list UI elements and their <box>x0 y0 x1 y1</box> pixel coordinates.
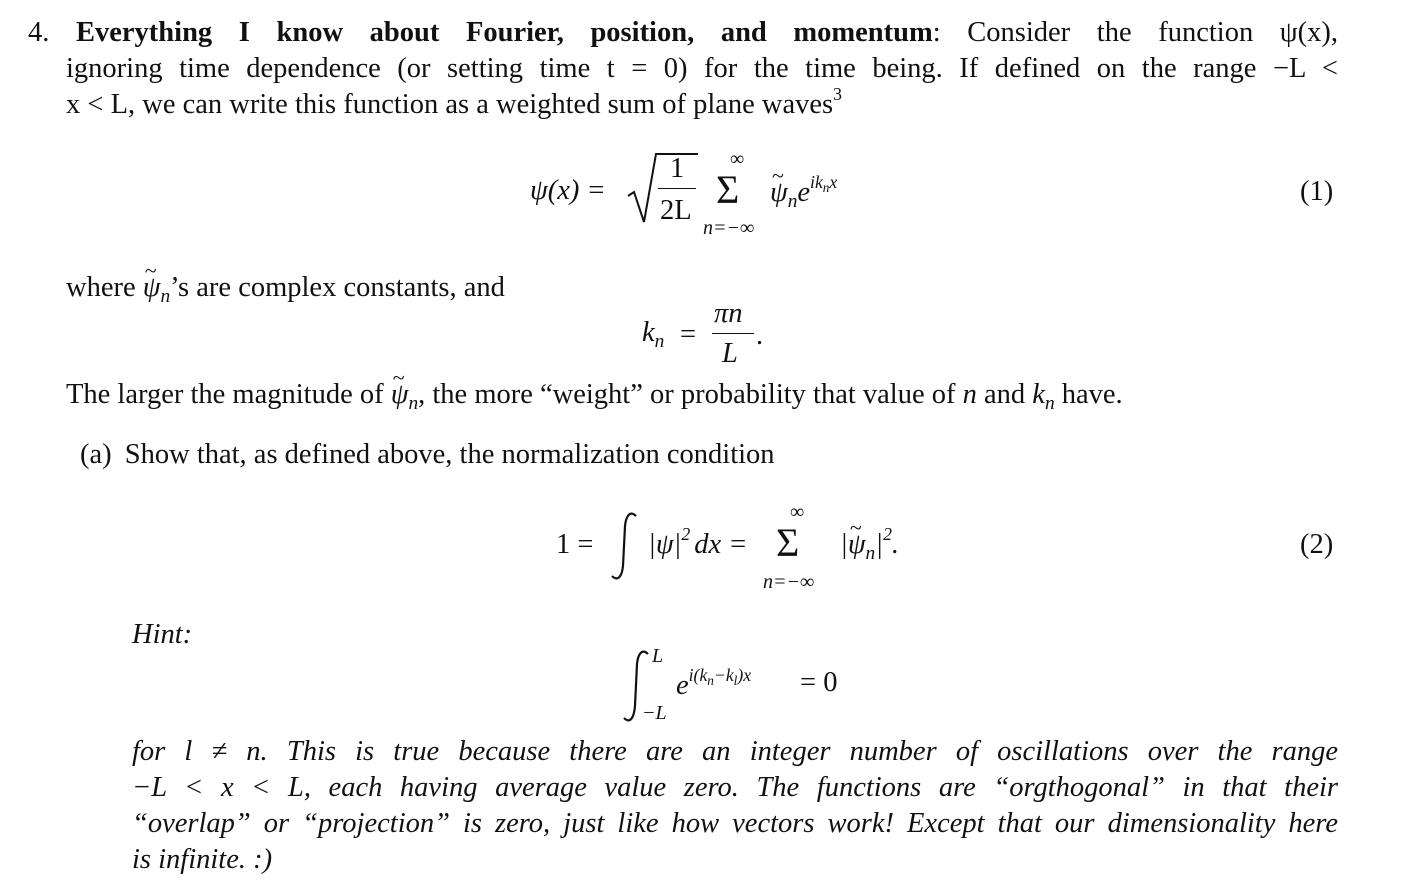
larger-line: The larger the magnitude of ~ $\psi_n$, the more “weight” or probability that value of n and $k_n$ have. <box>66 377 1123 413</box>
eq1-sum-upper: ∞ <box>730 148 745 170</box>
footnote-mark: 3 <box>833 83 842 104</box>
eq2-number: (2) <box>1300 529 1334 560</box>
problem-intro-line1: 4. Everything I know about Fourier, position, and momentum: Consider the function ψ(x), <box>28 17 1339 48</box>
eq1-frac-num: 1 <box>670 153 685 184</box>
hint-line1: for l ≠ n. This is true because there are an integer number of oscillations over the range <box>132 736 1339 767</box>
eq1-frac-bar <box>658 188 696 189</box>
intro-text-1: Consider the function ψ(x), <box>967 17 1339 48</box>
hint-line2: −L < x < L, each having average value zero. The functions are “orgthogonal” in that their <box>132 772 1338 803</box>
eq1-sum-lower: n=−∞ <box>703 217 755 239</box>
eq2-lhs: 1 = <box>556 529 594 560</box>
eq1-number: (1) <box>1300 176 1334 207</box>
eq1-frac-den: 2L <box>660 195 692 226</box>
eq2-term: |~ $\psi_n|^2$. <box>840 527 899 563</box>
hint-rhs: = 0 <box>800 667 838 698</box>
eq2-integrand: $|\psi|^2$ dx = <box>648 523 748 560</box>
kn-lhs: $k_n$ <box>642 317 665 352</box>
problem-title: Everything I know about Fourier, position, and momentum <box>76 17 933 48</box>
eq2-sum-upper: ∞ <box>790 501 805 523</box>
kn-frac-bar <box>712 333 754 334</box>
eq1-lhs: ψ(x) = <box>530 175 606 206</box>
hint-label: Hint: <box>132 619 193 650</box>
hint-integrand: $e^{i(k_n-k_l)x}$ <box>676 664 752 701</box>
hint-line4: is infinite. :) <box>132 844 273 875</box>
hint-int-upper: L <box>652 645 664 667</box>
kn-equals: = <box>680 319 697 350</box>
hint-line3: “overlap” or “projection” is zero, just like how vectors work! Except that our dimensionality here <box>132 808 1338 839</box>
part-a-text: Show that, as defined above, the normalization condition <box>124 439 775 470</box>
kn-den: L <box>722 338 738 369</box>
eq2-sum-lower: n=−∞ <box>763 571 815 593</box>
part-a <box>80 437 775 473</box>
kn-period: . <box>756 320 764 351</box>
hint-int-lower: −L <box>642 702 667 724</box>
integral-sign-icon <box>608 510 642 582</box>
part-a-label: (a) <box>80 439 112 470</box>
where-line: where ~ $\psi_n’s$ are complex constants, and <box>66 270 505 306</box>
eq1-term: ~ $\psi_ne^{ik_nx}$ <box>770 175 837 211</box>
problem-number: 4. <box>28 17 50 48</box>
eq2-sigma-icon: Σ <box>776 520 800 565</box>
eq1-sigma-icon: Σ <box>716 167 740 212</box>
problem-intro-line2: ignoring time dependence (or setting time t = 0) for the time being. If defined on the range −L < <box>66 53 1338 84</box>
problem-intro-line3: x < L, we can write this function as a weighted sum of plane waves$^3$ <box>66 83 842 120</box>
kn-num: πn <box>714 298 743 329</box>
